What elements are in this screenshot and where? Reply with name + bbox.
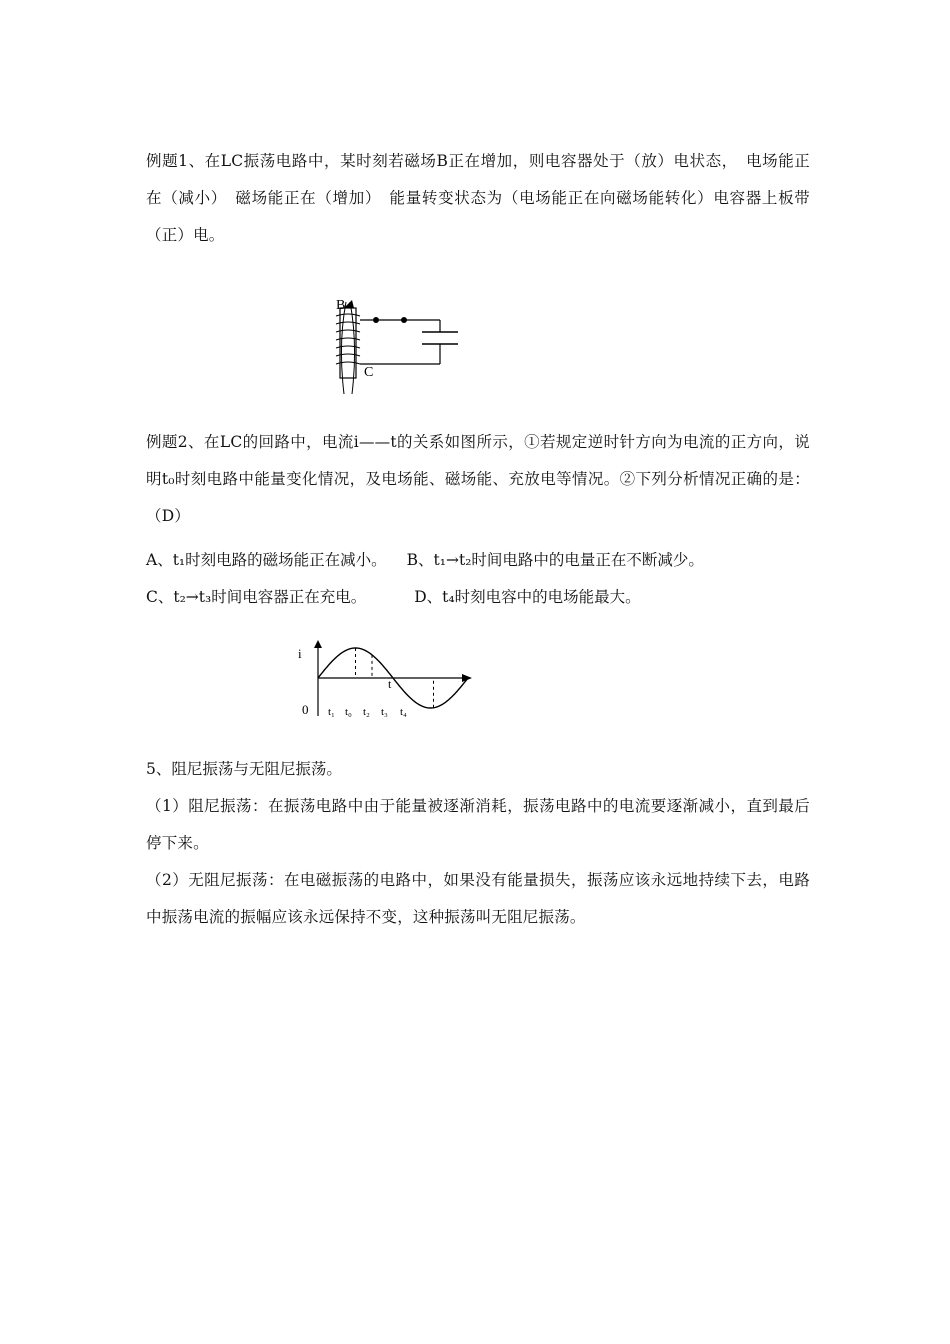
options-row-2 — [146, 586, 810, 608]
x-tick-label: t₃ — [381, 706, 388, 718]
x-axis-arrow-icon — [462, 674, 472, 682]
example1-paragraph: 例题1、在LC振荡电路中，某时刻若磁场B正在增加，则电容器处于（放）电状态， 电场能正在（减小） 磁场能正在（增加） 能量转变状态为（电场能正在向磁场能转化）电容器上板带（正）电。 — [146, 152, 810, 244]
junction-dot — [401, 317, 407, 323]
junction-dot — [373, 317, 379, 323]
y-axis-label: i — [298, 646, 302, 661]
x-tick-label: t₀ — [345, 706, 352, 718]
inductor-core — [340, 308, 356, 378]
x-tick-label: t₂ — [363, 706, 370, 718]
option-c: C、t₂→t₃时间电容器正在充电。 — [146, 588, 367, 606]
label-b: B — [336, 298, 346, 313]
x-axis-label: t — [388, 677, 392, 691]
section5-title: 5、阻尼振荡与无阻尼振荡。 — [146, 760, 342, 778]
x-tick-label: t₁ — [328, 706, 335, 718]
current-time-chart — [292, 636, 482, 722]
option-d: D、t₄时刻电容中的电场能最大。 — [414, 588, 641, 606]
lc-circuit-figure — [318, 294, 468, 402]
section5-item2: （2）无阻尼振荡：在电磁振荡的电路中，如果没有能量损失，振荡应该永远地持续下去，电路中振荡电流的振幅应该永远保持不变，这种振荡叫无阻尼振荡。 — [146, 871, 810, 926]
label-c: C — [364, 365, 374, 380]
example2-question: 例题2、在LC的回路中，电流i——t的关系如图所示，①若规定逆时针方向为电流的正方向，说明t₀时刻电路中能量变化情况，及电场能、磁场能、充放电等情况。②下列分析情况正确的是：（D） — [146, 433, 810, 525]
option-b: B、t₁→t₂时间电路中的电量正在不断减少。 — [406, 551, 704, 569]
magnetic-field-lines — [341, 302, 354, 394]
options-row-1 — [146, 549, 810, 571]
section5-item1: （1）阻尼振荡：在振荡电路中由于能量被逐渐消耗，振荡电路中的电流要逐渐减小，直到最后停下来。 — [146, 797, 810, 852]
origin-label: 0 — [302, 702, 309, 717]
option-a: A、t₁时刻电路的磁场能正在减小。 — [146, 551, 387, 569]
x-tick-label: t₄ — [400, 706, 407, 718]
y-axis-arrow-icon — [314, 640, 322, 648]
